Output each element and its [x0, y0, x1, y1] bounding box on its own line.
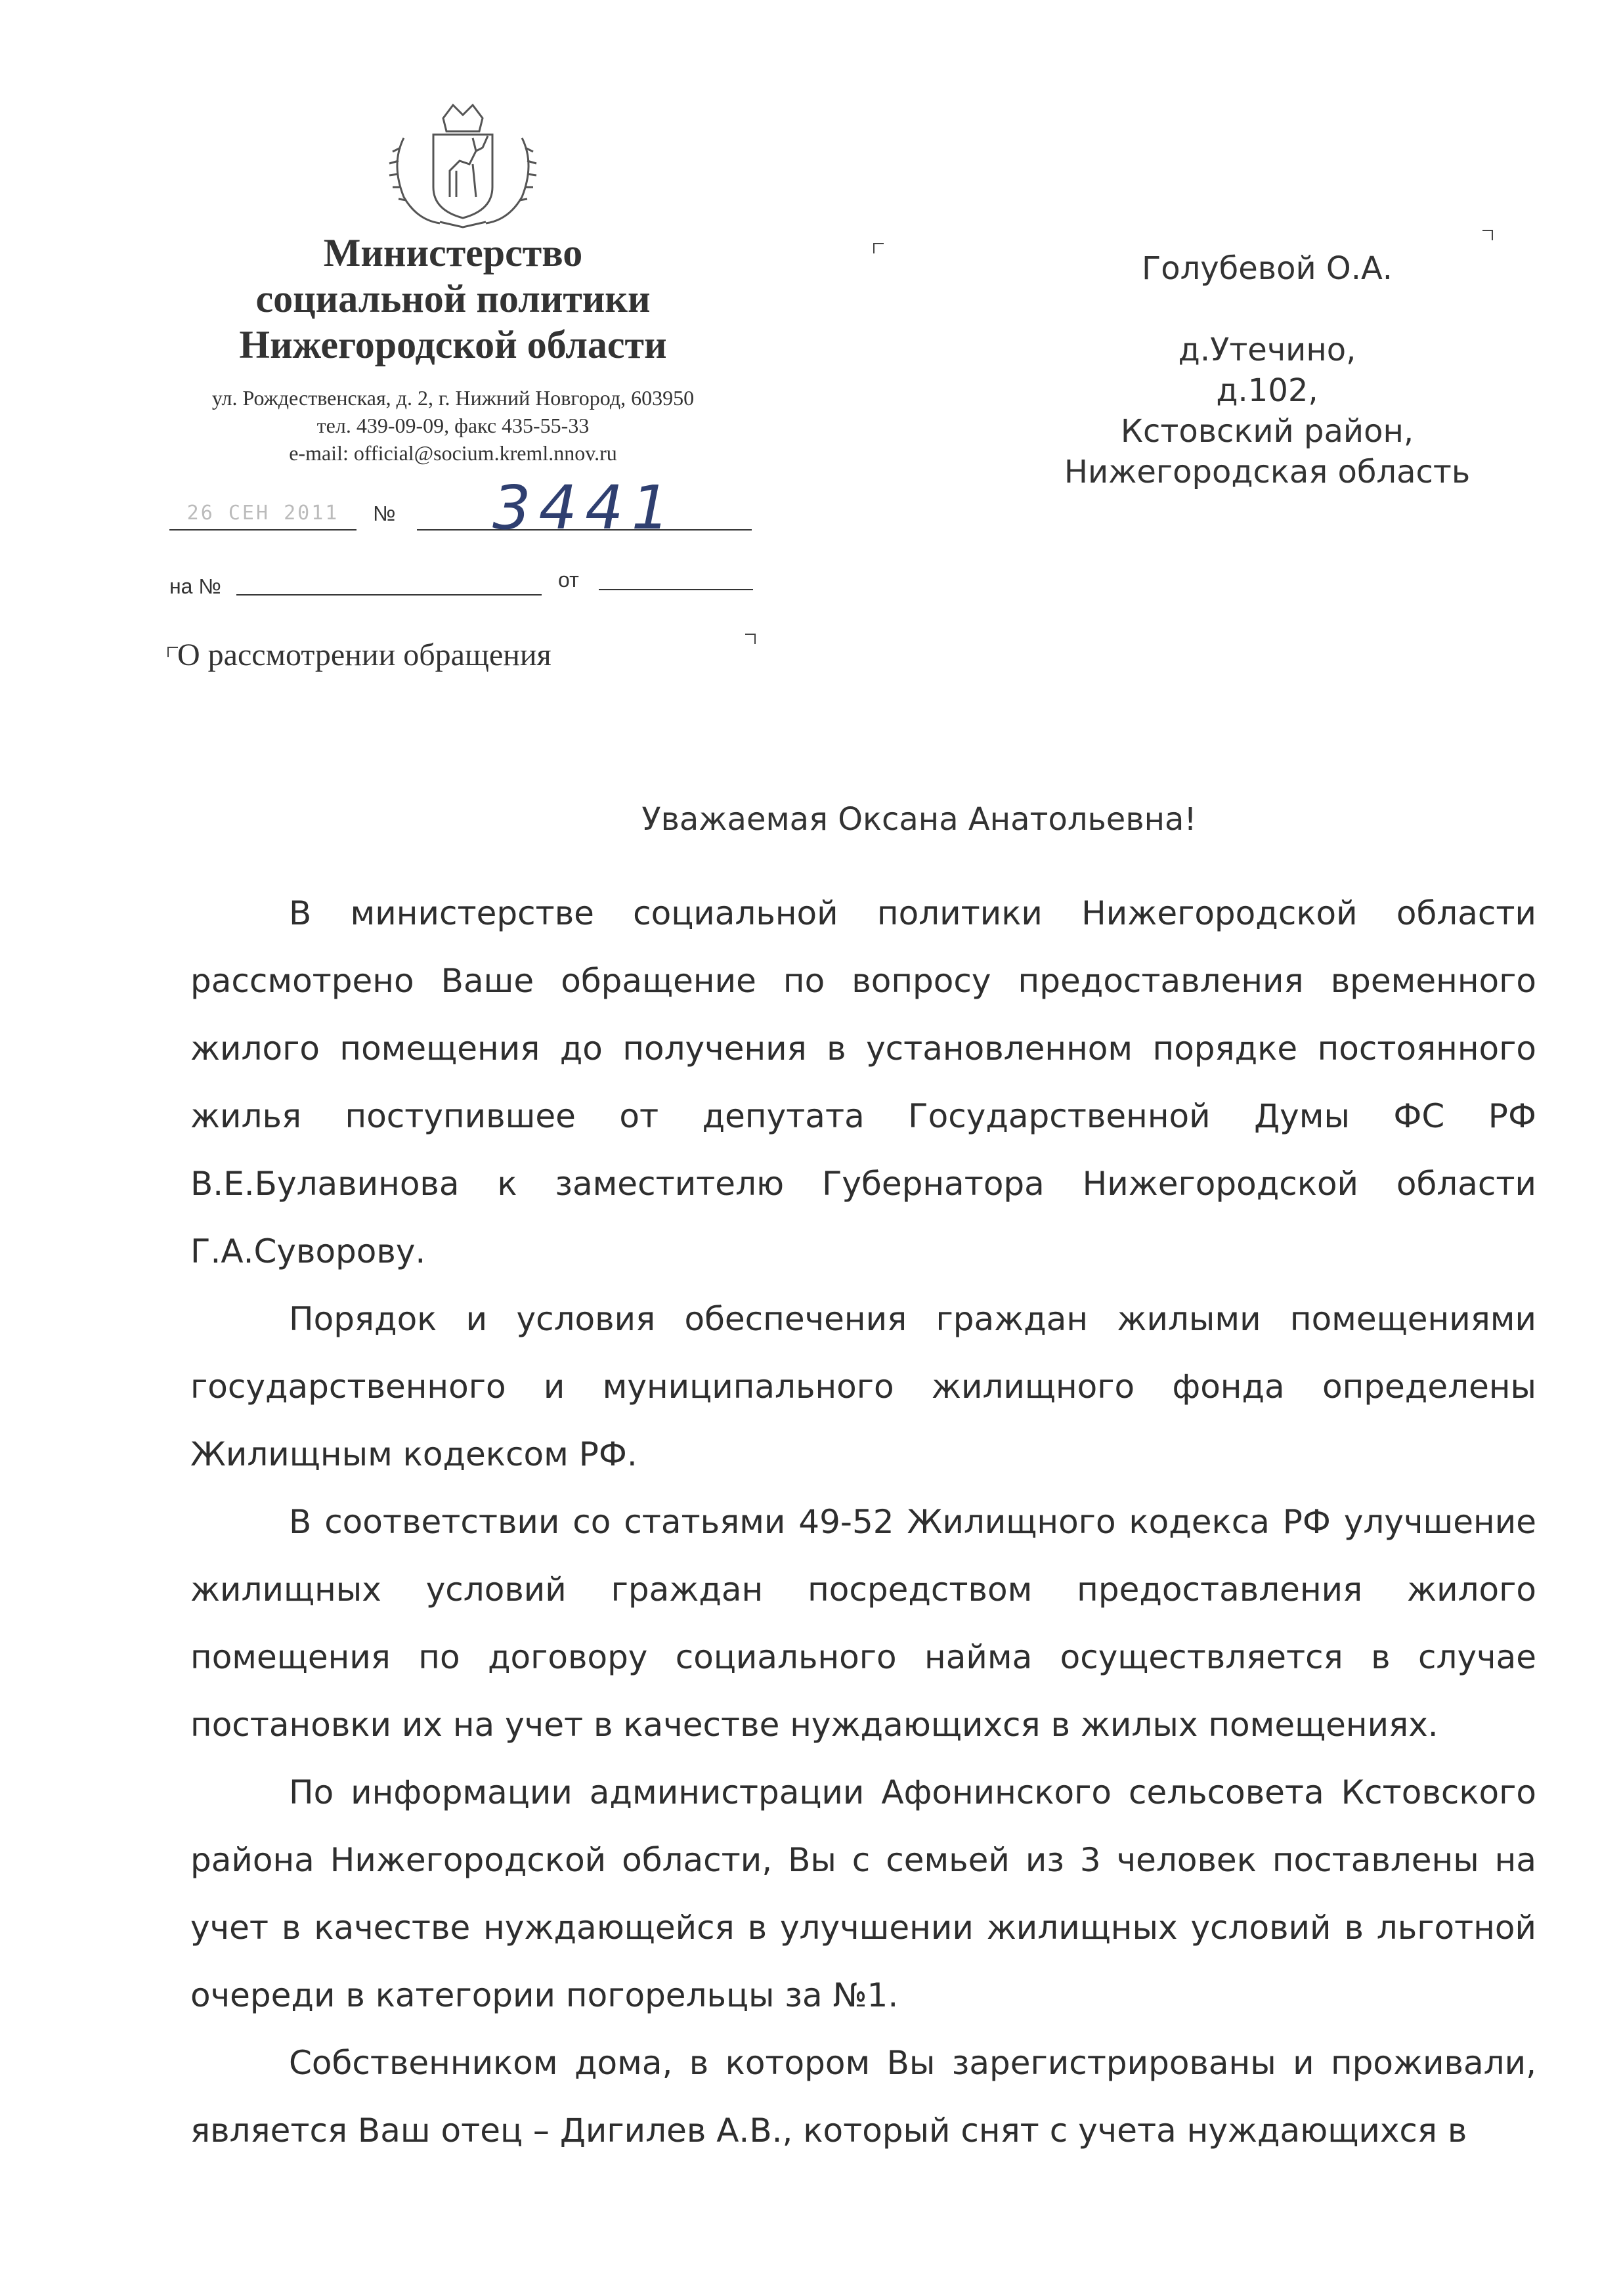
body-paragraph: Собственником дома, в котором Вы зарегистрированы и проживали, является Ваш отец – Дигилев А.В., который снят с учета нуждающихся в	[190, 2044, 1536, 2150]
reply-to-label: на №	[169, 574, 221, 598]
letter-subject: О рассмотрении обращения	[177, 638, 551, 672]
coat-of-arms-emblem	[378, 98, 548, 230]
ministry-line-1: Министерство	[323, 231, 583, 274]
ministry-phone-fax: тел. 439-09-09, факс 435-55-33	[316, 414, 590, 437]
number-label: №	[373, 502, 396, 525]
ministry-address: ул. Рождественская, д. 2, г. Нижний Новгород, 603950	[211, 386, 695, 410]
recipient-corner-right	[1482, 230, 1493, 240]
ministry-name	[131, 230, 775, 368]
greeting: Уважаемая Оксана Анатольевна!	[641, 801, 1197, 838]
body-paragraph: В соответствии со статьями 49-52 Жилищного кодекса РФ улучшение жилищных условий граждан посредством предоставления жилого помещения по договору социального найма осуществляется в случае постановки их на учет в качестве нуждающихся в жилых помещениях.	[190, 1503, 1536, 1744]
recipient-address-line-3: Кстовский район,	[1120, 413, 1414, 450]
from-underline	[599, 589, 753, 590]
outgoing-number: 3441	[492, 473, 678, 543]
reply-to-underline	[236, 594, 542, 596]
recipient-block	[972, 248, 1563, 492]
body-paragraph: В министерстве социальной политики Нижегородской области рассмотрено Ваше обращение по вопросу предоставления временного жилого помещения до получения в установленном порядке постоянного жилья поступившее от депутата Государственной Думы ФС РФ В.Е.Булавинова к заместителю Губернатора Нижегородской области Г.А.Суворову.	[190, 894, 1536, 1270]
recipient-address-line-2: д.102,	[1216, 372, 1318, 409]
ministry-line-2: социальной политики	[255, 277, 651, 320]
ministry-email: e-mail: official@socium.kreml.nnov.ru	[289, 441, 617, 465]
recipient-address-line-1: д.Утечино,	[1178, 332, 1356, 368]
body-paragraph: По информации администрации Афонинского сельсовета Кстовского района Нижегородской области, Вы с семьей из 3 человек поставлены на учет в качестве нуждающейся в улучшении жилищных условий в льготной очереди в категории погорельцы за №1.	[190, 1773, 1536, 2014]
recipient-address-line-4: Нижегородская область	[1064, 454, 1471, 490]
ministry-line-3: Нижегородской области	[239, 323, 667, 366]
recipient-corner-left	[873, 243, 884, 253]
body-paragraph: Порядок и условия обеспечения граждан жилыми помещениями государственного и муниципального жилищного фонда определены Жилищным кодексом РФ.	[190, 1300, 1536, 1473]
date-stamp: 26 СЕН 2011	[169, 499, 357, 531]
from-label: от	[558, 568, 579, 592]
subject-corner-right	[745, 634, 756, 644]
recipient-name: Голубевой О.А.	[1141, 250, 1393, 287]
ministry-contacts	[131, 384, 775, 467]
letter-body	[190, 880, 1536, 2165]
subject-corner-left	[167, 647, 178, 657]
